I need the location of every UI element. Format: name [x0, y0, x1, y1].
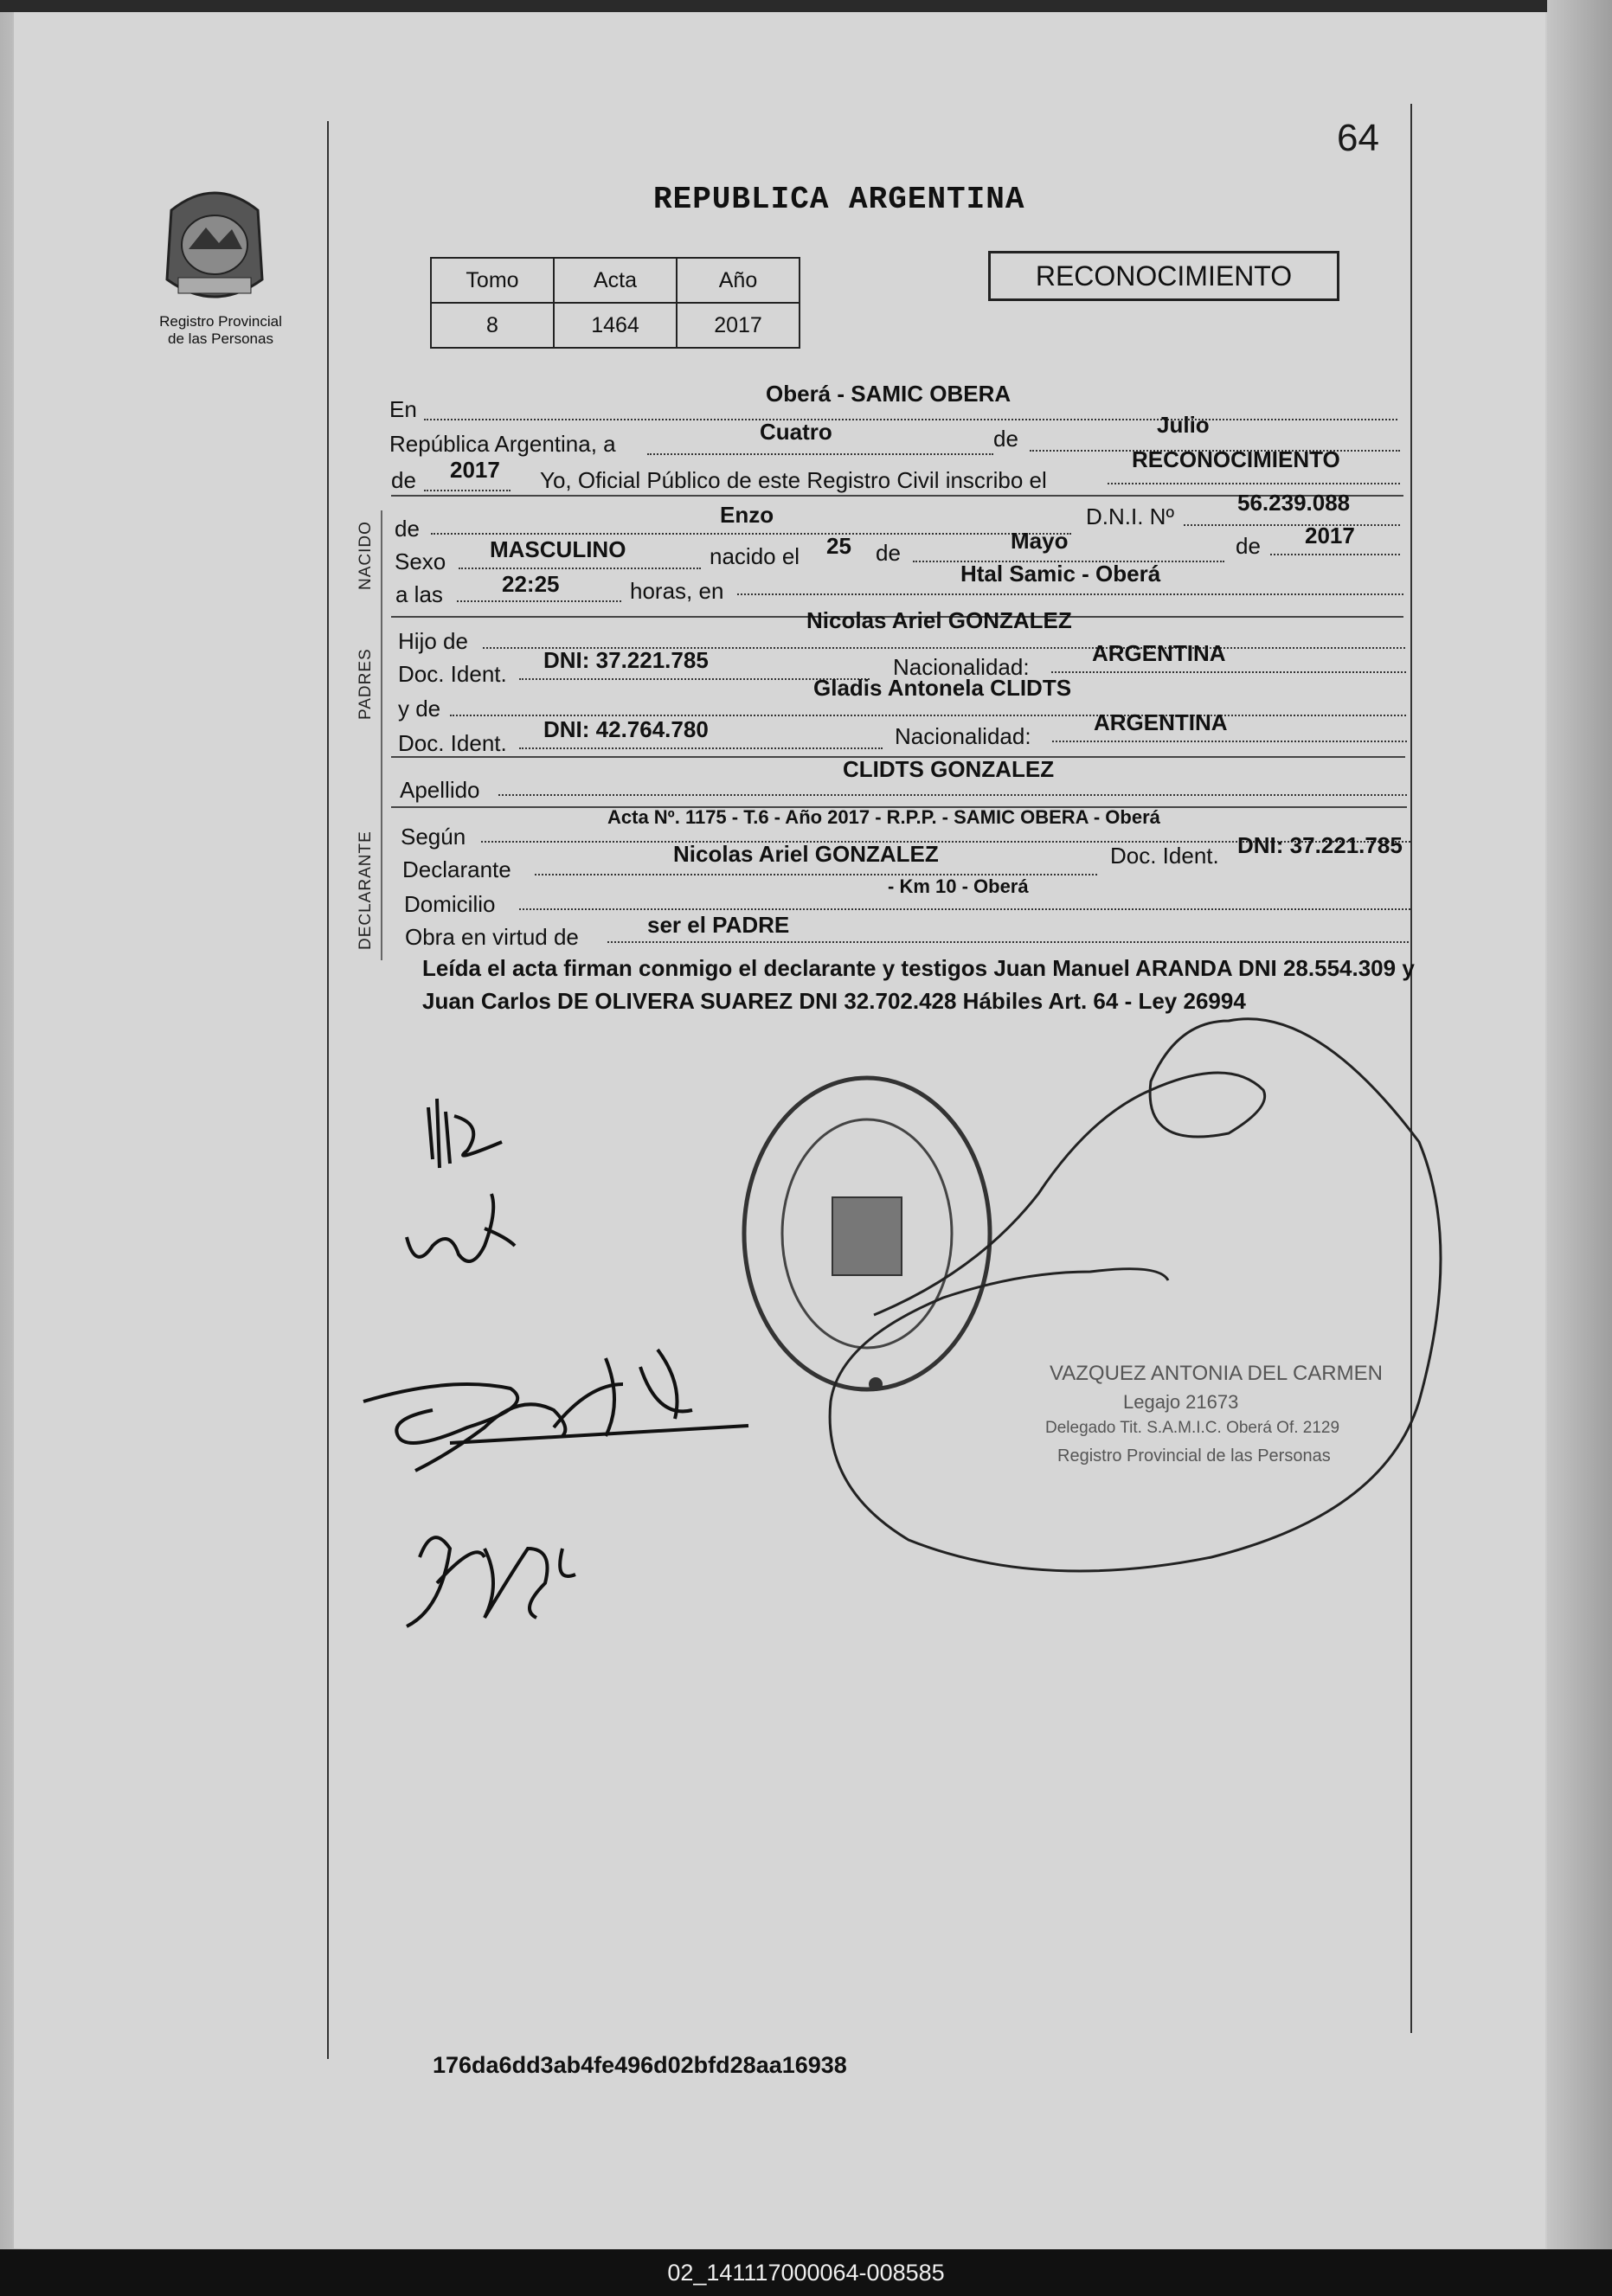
table-cell-acta: 1464 — [554, 303, 677, 348]
en-value: Oberá - SAMIC OBERA — [766, 381, 1012, 407]
horas-prefix: a las — [395, 581, 443, 607]
doc3-label: Doc. Ident. — [1110, 843, 1219, 869]
table-header-acta: Acta — [554, 258, 677, 303]
lugar-value: Htal Samic - Oberá — [960, 561, 1161, 587]
registry-caption-line2: de las Personas — [168, 330, 273, 347]
segun-value: Acta Nº. 1175 - T.6 - Año 2017 - R.P.P. - SAMIC OBERA - Oberá — [607, 806, 1160, 828]
domicilio-label: Domicilio — [404, 891, 496, 917]
doc2-value: DNI: 42.764.780 — [543, 716, 709, 742]
nac2-value: ARGENTINA — [1094, 709, 1228, 735]
table-header-anio: Año — [677, 258, 800, 303]
page-number: 64 — [1337, 117, 1379, 159]
padre-value: Nicolas Ariel GONZALEZ — [806, 607, 1072, 633]
act-type-box: RECONOCIMIENTO — [988, 251, 1339, 301]
witness-signature-3 — [407, 1537, 575, 1626]
doc3-value: DNI: 37.221.785 — [1237, 832, 1403, 858]
table-header-tomo: Tomo — [431, 258, 554, 303]
obra-label: Obra en virtud de — [405, 924, 579, 950]
dni-label: D.N.I. Nº — [1086, 503, 1174, 529]
dni-value: 56.239.088 — [1237, 490, 1351, 516]
witness-signature-2 — [407, 1194, 515, 1261]
anio-value: 2017 — [450, 457, 500, 483]
official-signature — [830, 1019, 1441, 1571]
document-hash: 176da6dd3ab4fe496d02bfd28aa16938 — [433, 2052, 847, 2078]
declarante-value: Nicolas Ariel GONZALEZ — [673, 841, 939, 867]
mes-value: Julio — [1157, 412, 1210, 438]
nac1-label: Nacionalidad: — [893, 654, 1030, 680]
registry-caption-line1: Registro Provincial — [159, 313, 282, 330]
de2-label: de — [391, 467, 416, 493]
madre-value: Gladis Antonela CLIDTS — [813, 675, 1072, 701]
side-label-declarante: DECLARANTE — [356, 831, 375, 950]
oficial-text: Yo, Oficial Público de este Registro Civil inscribo el — [540, 467, 1047, 493]
declarante-label: Declarante — [402, 856, 511, 882]
nac-dia-value: 25 — [826, 533, 851, 559]
inscribe-value: RECONOCIMIENTO — [1132, 446, 1340, 472]
doc1-label: Doc. Ident. — [398, 661, 507, 687]
en-label: En — [389, 396, 417, 422]
nac-de-label: de — [876, 540, 901, 566]
nac-de2-label: de — [1236, 533, 1261, 559]
image-id-footer: 02_141117000064-008585 — [0, 2249, 1612, 2296]
sexo-label: Sexo — [395, 548, 446, 574]
apellido-label: Apellido — [400, 777, 480, 803]
side-label-padres: PADRES — [356, 648, 375, 720]
nacido-label: nacido el — [710, 543, 800, 569]
horas-label: horas, en — [630, 578, 724, 604]
republica-label: República Argentina, a — [389, 431, 616, 457]
stamp-line3: Delegado Tit. S.A.M.I.C. Oberá Of. 2129 — [1045, 1419, 1340, 1437]
closing-note: Leída el acta firman conmigo el declarante y testigos Juan Manuel ARANDA DNI 28.554.309 y Juan Carlos DE OLIVERA SUAREZ DNI 32.702.428 Hábiles Art. 64 - Ley 26994 — [422, 955, 1415, 1014]
apellido-value: CLIDTS GONZALEZ — [843, 756, 1055, 782]
doc2-label: Doc. Ident. — [398, 730, 507, 756]
document-title: REPUBLICA ARGENTINA — [653, 182, 1025, 217]
nombre-label: de — [395, 516, 420, 542]
horas-value: 22:25 — [502, 571, 560, 597]
declarant-signature — [363, 1350, 748, 1471]
stamp-line1: VAZQUEZ ANTONIA DEL CARMEN — [1050, 1362, 1383, 1385]
nac-anio-value: 2017 — [1305, 523, 1355, 548]
obra-value: ser el PADRE — [647, 912, 790, 938]
table-cell-anio: 2017 — [677, 303, 800, 348]
hijo-label: Hijo de — [398, 628, 468, 654]
domicilio-value: - Km 10 - Oberá — [888, 875, 1029, 897]
witness-signature-1 — [428, 1099, 502, 1168]
nac-mes-value: Mayo — [1011, 528, 1069, 554]
yde-label: y de — [398, 696, 441, 722]
side-label-nacido: NACIDO — [356, 521, 375, 590]
dia-value: Cuatro — [760, 419, 832, 445]
de-label: de — [993, 426, 1018, 452]
stamp-line4: Registro Provincial de las Personas — [1057, 1446, 1331, 1465]
nombre-value: Enzo — [720, 502, 774, 528]
stamp-line2: Legajo 21673 — [1123, 1391, 1239, 1413]
registry-seal-icon — [744, 1078, 990, 1391]
sexo-value: MASCULINO — [490, 536, 626, 562]
nac1-value: ARGENTINA — [1092, 640, 1226, 666]
segun-label: Según — [401, 824, 466, 850]
nac2-label: Nacionalidad: — [895, 723, 1031, 749]
doc1-value: DNI: 37.221.785 — [543, 647, 709, 673]
table-cell-tomo: 8 — [431, 303, 554, 348]
